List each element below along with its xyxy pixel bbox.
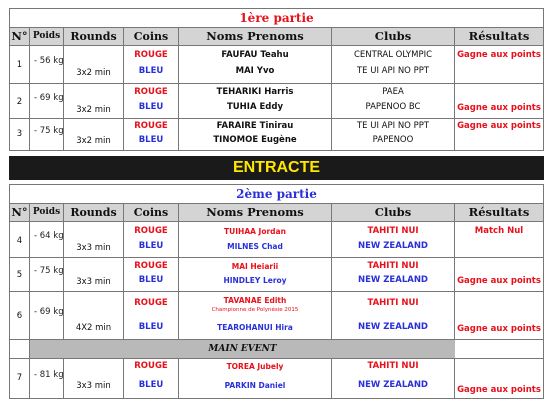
- corner-blue: BLEU: [138, 322, 164, 332]
- corner-blue: BLEU: [138, 275, 164, 285]
- rounds: 4X2 min: [75, 323, 112, 333]
- boxer-red-name: MAI Heiarii: [231, 262, 279, 271]
- club-red: TE UI API NO PPT: [356, 121, 430, 131]
- bout-number: 1: [16, 60, 23, 70]
- result: Gagne aux points: [457, 50, 541, 60]
- main-event-label: MAIN EVENT: [30, 340, 455, 358]
- table-row: [10, 292, 543, 340]
- corner-red: ROUGE: [134, 261, 168, 271]
- bout-number: 2: [16, 97, 23, 107]
- part2-title: 2ème partie: [10, 185, 543, 204]
- corner-blue: BLEU: [138, 102, 164, 112]
- header-resultats: Résultats: [468, 29, 530, 43]
- header-coins: Coins: [124, 28, 179, 45]
- header-poids: Poids: [30, 28, 64, 45]
- boxer-blue-name: MAI Yvo: [235, 66, 275, 76]
- table-row: [10, 84, 543, 119]
- weight: - 75 kg: [34, 126, 64, 136]
- corner-blue: BLEU: [138, 135, 164, 145]
- header-noms: Noms Prenoms: [179, 204, 332, 221]
- corner-red: ROUGE: [134, 361, 168, 371]
- club-red: TAHITI NUI: [367, 361, 419, 371]
- table-part2: [9, 184, 544, 399]
- part1-header-row: [10, 28, 543, 46]
- bout-number: 5: [16, 270, 23, 280]
- boxer-blue-name: HINDLEY Leroy: [223, 276, 287, 285]
- bout-number: 6: [16, 311, 23, 321]
- boxer-blue-name: PARKIN Daniel: [224, 381, 286, 390]
- table-row: [10, 119, 543, 150]
- header-poids: Poids: [30, 204, 64, 221]
- corner-red: ROUGE: [134, 226, 168, 236]
- header-rounds: Rounds: [64, 28, 124, 45]
- weight: - 64 kg: [34, 231, 64, 241]
- table-row: [10, 46, 543, 84]
- table-row: [10, 359, 543, 398]
- boxer-blue-name: TINOMOE Eugène: [213, 135, 297, 145]
- corner-red: ROUGE: [134, 298, 168, 308]
- club-blue: PAPENOO: [372, 135, 414, 145]
- header-clubs: Clubs: [332, 204, 455, 221]
- bout-number: 7: [16, 373, 23, 383]
- corner-red: ROUGE: [134, 121, 168, 131]
- weight: - 69 kg: [34, 93, 64, 103]
- boxer-red-name: FARAIRE Tinirau: [216, 121, 294, 131]
- result: Gagne aux points: [457, 385, 541, 395]
- header-coins: Coins: [124, 204, 179, 221]
- result: Gagne aux points: [457, 276, 541, 286]
- boxer-red-name: TAVANAE Edith: [223, 296, 287, 305]
- club-blue: TE UI API NO PPT: [356, 66, 430, 76]
- boxer-red-name: TUIHAA Jordan: [224, 227, 286, 236]
- boxer-blue-name: TEAROHANUI Hira: [217, 323, 293, 332]
- club-blue: NEW ZEALAND: [358, 241, 428, 251]
- weight: - 69 kg: [34, 307, 64, 317]
- boxer-blue-name: MILNES Chad: [227, 242, 283, 251]
- table-part1: [9, 8, 544, 151]
- entracte-banner: ENTRACTE: [9, 156, 544, 180]
- header-no: N°: [10, 28, 30, 45]
- rounds: 3x3 min: [76, 381, 111, 391]
- result: Match Nul: [474, 226, 524, 236]
- weight: - 75 kg: [34, 266, 64, 276]
- boxer-red-name: FAUFAU Teahu: [221, 50, 289, 60]
- rounds: 3x2 min: [76, 136, 111, 146]
- club-red: PAEA: [382, 87, 404, 97]
- club-red: TAHITI NUI: [367, 261, 419, 271]
- part1-title: 1ère partie: [10, 9, 543, 28]
- club-blue: NEW ZEALAND: [358, 380, 428, 390]
- weight: - 56 kg: [34, 56, 64, 66]
- header-clubs: Clubs: [332, 28, 455, 45]
- rounds: 3x2 min: [76, 105, 111, 115]
- weight: - 81 kg: [34, 370, 64, 380]
- header-rounds: Rounds: [64, 204, 124, 221]
- result: Gagne aux points: [457, 324, 541, 334]
- corner-blue: BLEU: [138, 380, 164, 390]
- club-red: TAHITI NUI: [367, 298, 419, 308]
- rounds: 3x3 min: [76, 243, 111, 253]
- table-row: [10, 258, 543, 292]
- part2-header-row: [10, 204, 543, 222]
- result: Gagne aux points: [457, 121, 541, 131]
- club-red: TAHITI NUI: [367, 226, 419, 236]
- club-blue: NEW ZEALAND: [358, 275, 428, 285]
- result: Gagne aux points: [457, 103, 541, 113]
- corner-red: ROUGE: [134, 50, 168, 60]
- header-noms: Noms Prenoms: [179, 28, 332, 45]
- header-resultats: Résultats: [468, 205, 530, 219]
- club-blue: NEW ZEALAND: [358, 322, 428, 332]
- header-no: N°: [10, 204, 30, 221]
- boxer-red-name: TEHARIKI Harris: [216, 87, 294, 97]
- bout-number: 4: [16, 236, 23, 246]
- boxer-red-name: TOREA Jubely: [226, 362, 284, 371]
- corner-red: ROUGE: [134, 87, 168, 97]
- boxer-red-title: Championne de Polynésie 2015: [211, 307, 299, 313]
- club-red: CENTRAL OLYMPIC: [353, 50, 433, 60]
- table-row: [10, 222, 543, 258]
- corner-blue: BLEU: [138, 66, 164, 76]
- bout-number: 3: [16, 129, 23, 139]
- club-blue: PAPENOO BC: [365, 102, 421, 112]
- rounds: 3x2 min: [76, 68, 111, 78]
- boxer-blue-name: TUHIA Eddy: [226, 102, 284, 112]
- main-event-row: [10, 340, 543, 359]
- corner-blue: BLEU: [138, 241, 164, 251]
- rounds: 3x3 min: [76, 277, 111, 287]
